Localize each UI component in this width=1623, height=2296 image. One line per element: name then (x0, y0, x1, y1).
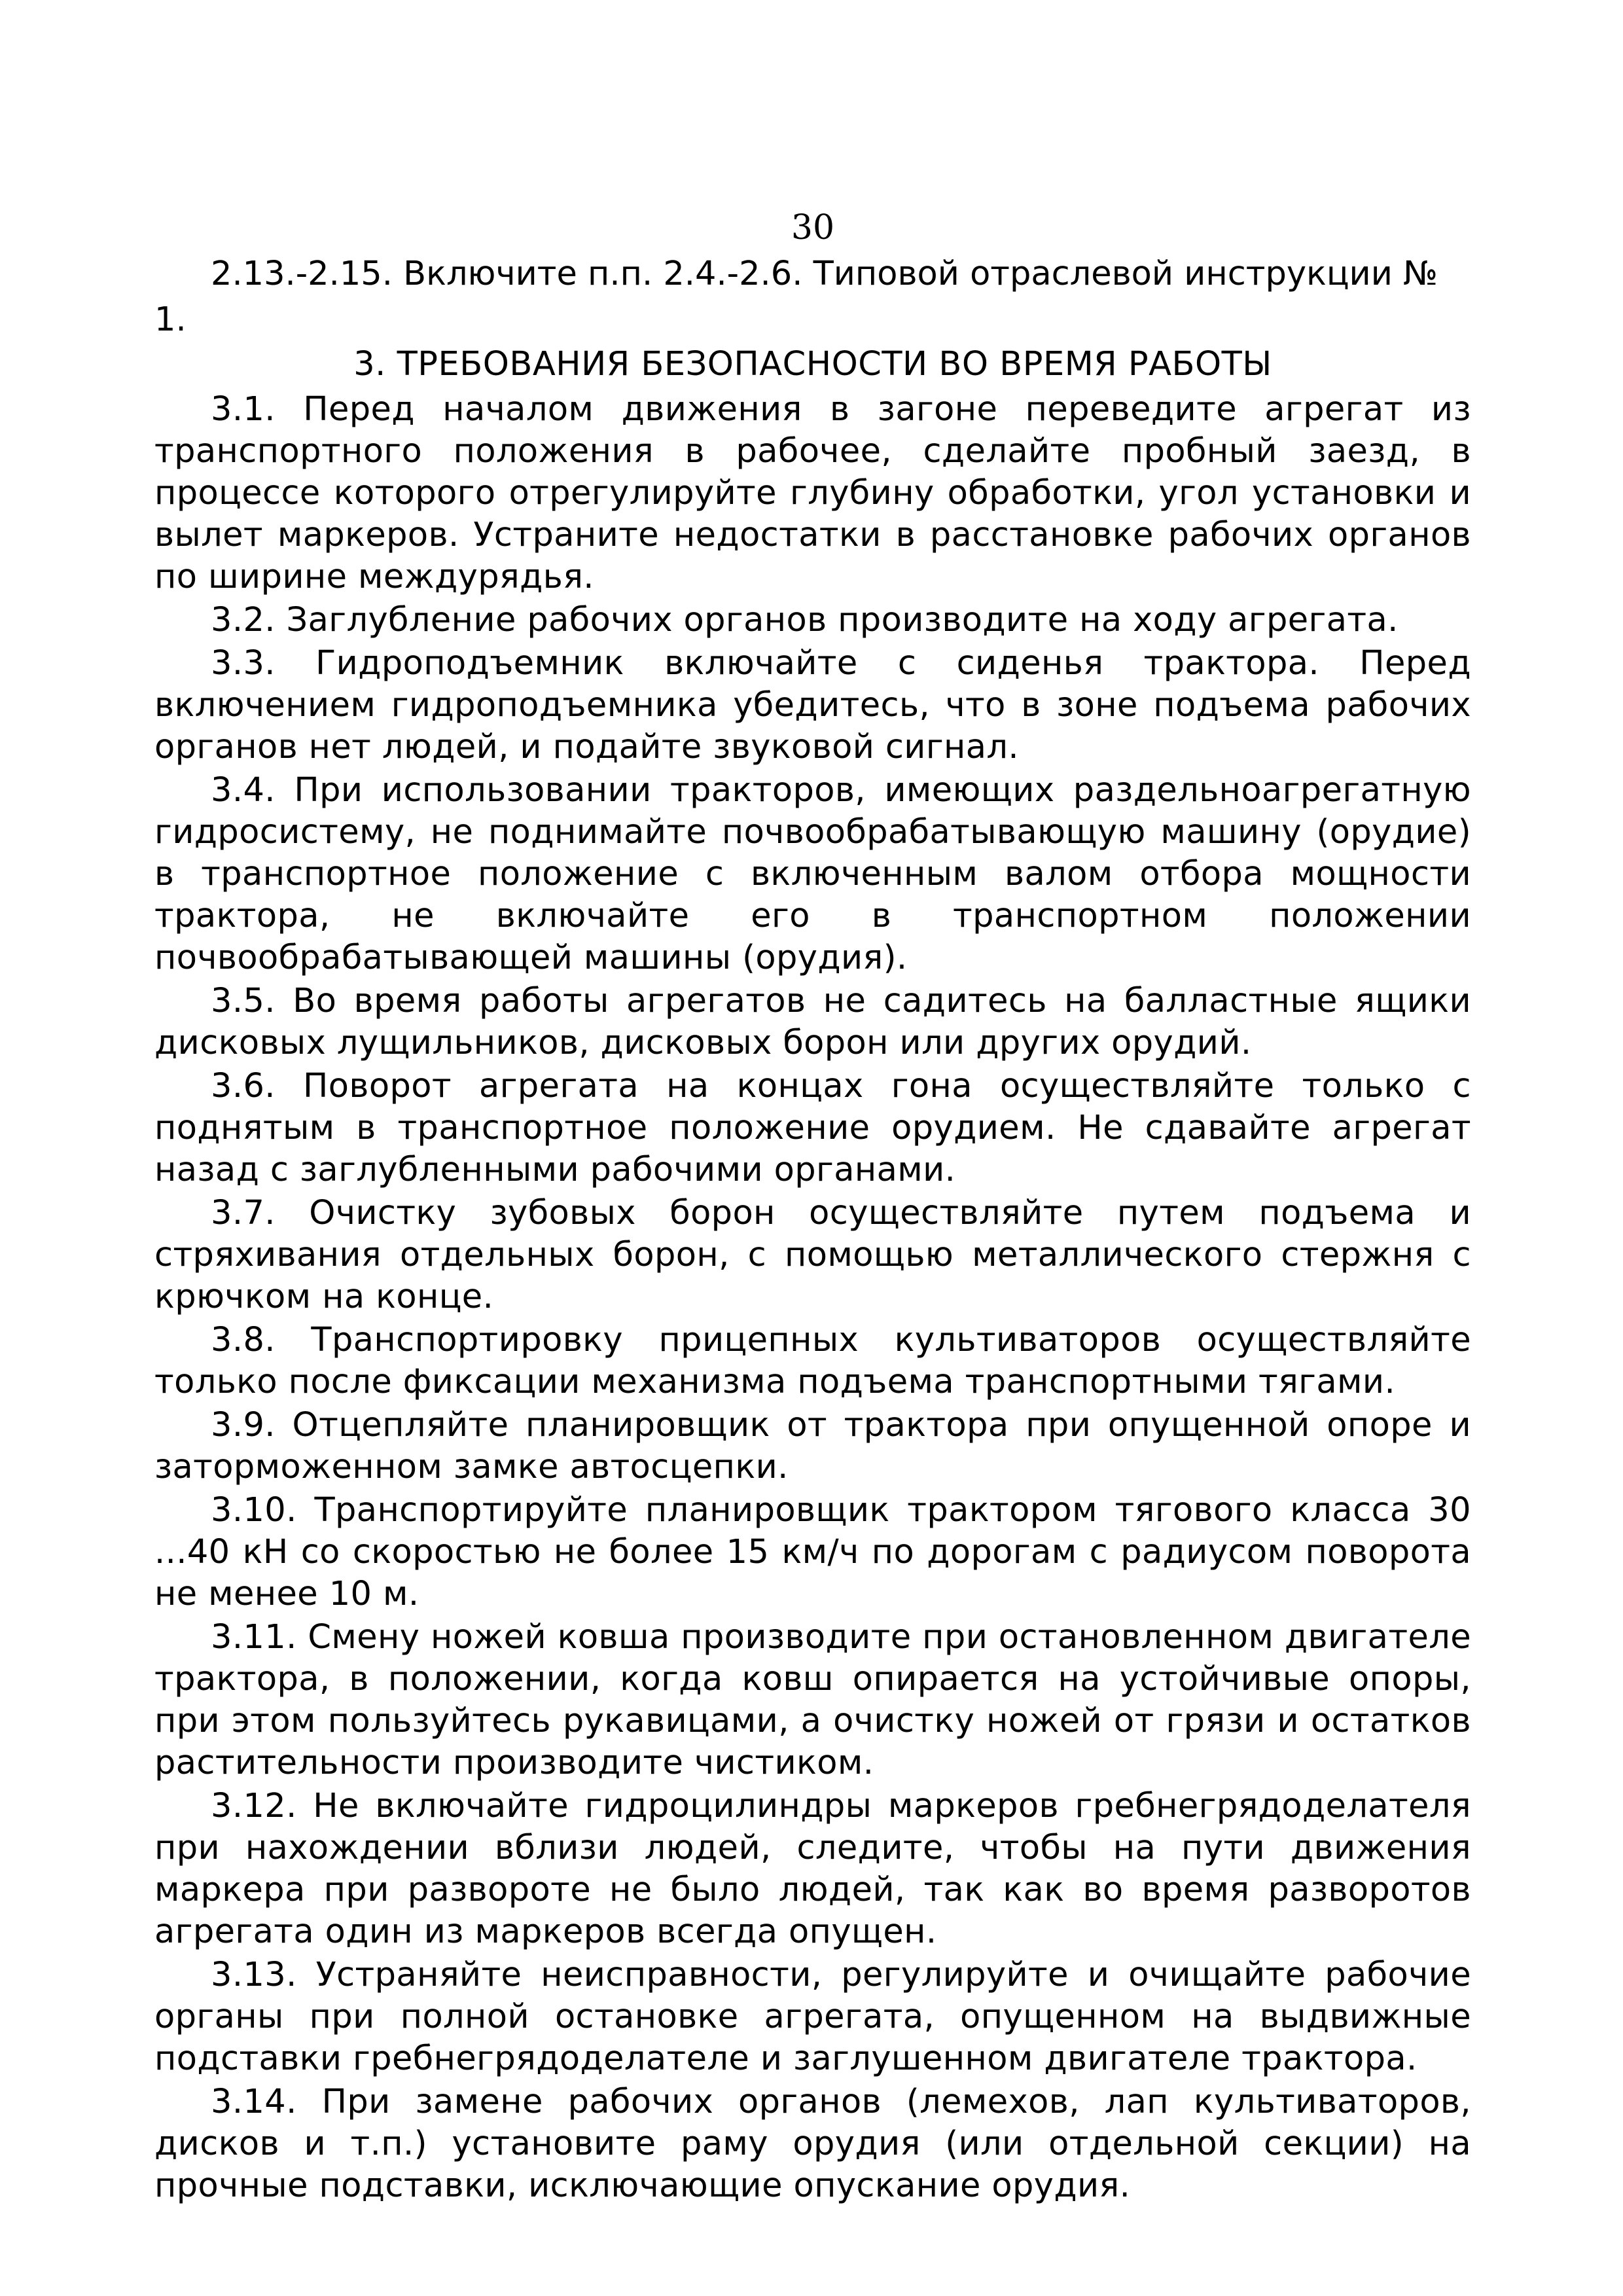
paragraph-3-9: 3.9. Отцепляйте планировщик от трактора при опущенной опоре и заторможенном замке автосцепки. (154, 1406, 1471, 1486)
paragraph-3-8: 3.8. Транспортировку прицепных культиваторов осуществляйте только после фиксации механизма подъема транспортными тягами. (154, 1321, 1471, 1401)
reference-line: 2.13.-2.15. Включите п.п. 2.4.-2.6. Типовой отраслевой инструкции № 1. (154, 255, 1438, 339)
paragraph-3-13: 3.13. Устраняйте неисправности, регулируйте и очищайте рабочие органы при полной остановке агрегата, опущенном на выдвижные подставки гребнегрядоделателе и заглушенном двигателе трактора. (154, 1956, 1471, 2078)
paragraph-3-7: 3.7. Очистку зубовых борон осуществляйте путем подъема и стряхивания отдельных борон, с помощью металлического стержня с крючком на конце. (154, 1194, 1471, 1316)
page-number: 30 (791, 208, 835, 247)
paragraph-3-5: 3.5. Во время работы агрегатов не садитесь на балластные ящики дисковых лущильников, дисковых борон или других орудий. (154, 982, 1471, 1062)
paragraph-3-6: 3.6. Поворот агрегата на концах гона осуществляйте только с поднятым в транспортное положение орудием. Не сдавайте агрегат назад с заглубленными рабочими органами. (154, 1067, 1471, 1189)
paragraph-3-14: 3.14. При замене рабочих органов (лемехов, лап культиваторов, дисков и т.п.) установите раму орудия (или отдельной секции) на прочные подставки, исключающие опускание орудия. (154, 2083, 1471, 2205)
paragraph-3-12: 3.12. Не включайте гидроцилиндры маркеров гребнегрядоделателя при нахождении вблизи людей, следите, чтобы на пути движения маркера при развороте не было людей, так как во время разворотов агрегата один из маркеров всегда опущен. (154, 1787, 1471, 1951)
paragraph-3-11: 3.11. Смену ножей ковша производите при остановленном двигателе трактора, в положении, когда ковш опирается на устойчивые опоры, при этом пользуйтесь рукавицами, а очистку ножей от грязи и остатков растительности производите чистиком. (154, 1618, 1471, 1782)
paragraph-3-2: 3.2. Заглубление рабочих органов производите на ходу агрегата. (211, 601, 1399, 639)
paragraph-3-10: 3.10. Транспортируйте планировщик трактором тягового класса 30 ...40 кН со скоростью не более 15 км/ч по дорогам с радиусом поворота не менее 10 м. (154, 1491, 1471, 1613)
paragraph-3-3: 3.3. Гидроподъемник включайте с сиденья трактора. Перед включением гидроподъемника убедитесь, что в зоне подъема рабочих органов нет людей, и подайте звуковой сигнал. (154, 644, 1471, 766)
paragraph-3-1: 3.1. Перед началом движения в загоне переведите агрегат из транспортного положения в рабочее, сделайте пробный заезд, в процессе которого отрегулируйте глубину обработки, угол установки и вылет маркеров. Устраните недостатки в расстановке рабочих органов по ширине междурядья. (154, 390, 1471, 596)
section-title: 3. ТРЕБОВАНИЯ БЕЗОПАСНОСТИ ВО ВРЕМЯ РАБОТЫ (353, 345, 1272, 384)
document-page (154, 208, 1471, 2208)
paragraph-3-4: 3.4. При использовании тракторов, имеющих раздельноагрегатную гидросистему, не поднимайте почвообрабатывающую машину (орудие) в транспортное положение с включенным валом отбора мощности трактора, не включайте его в транспортном положении почвообрабатывающей машины (орудия). (154, 771, 1471, 977)
